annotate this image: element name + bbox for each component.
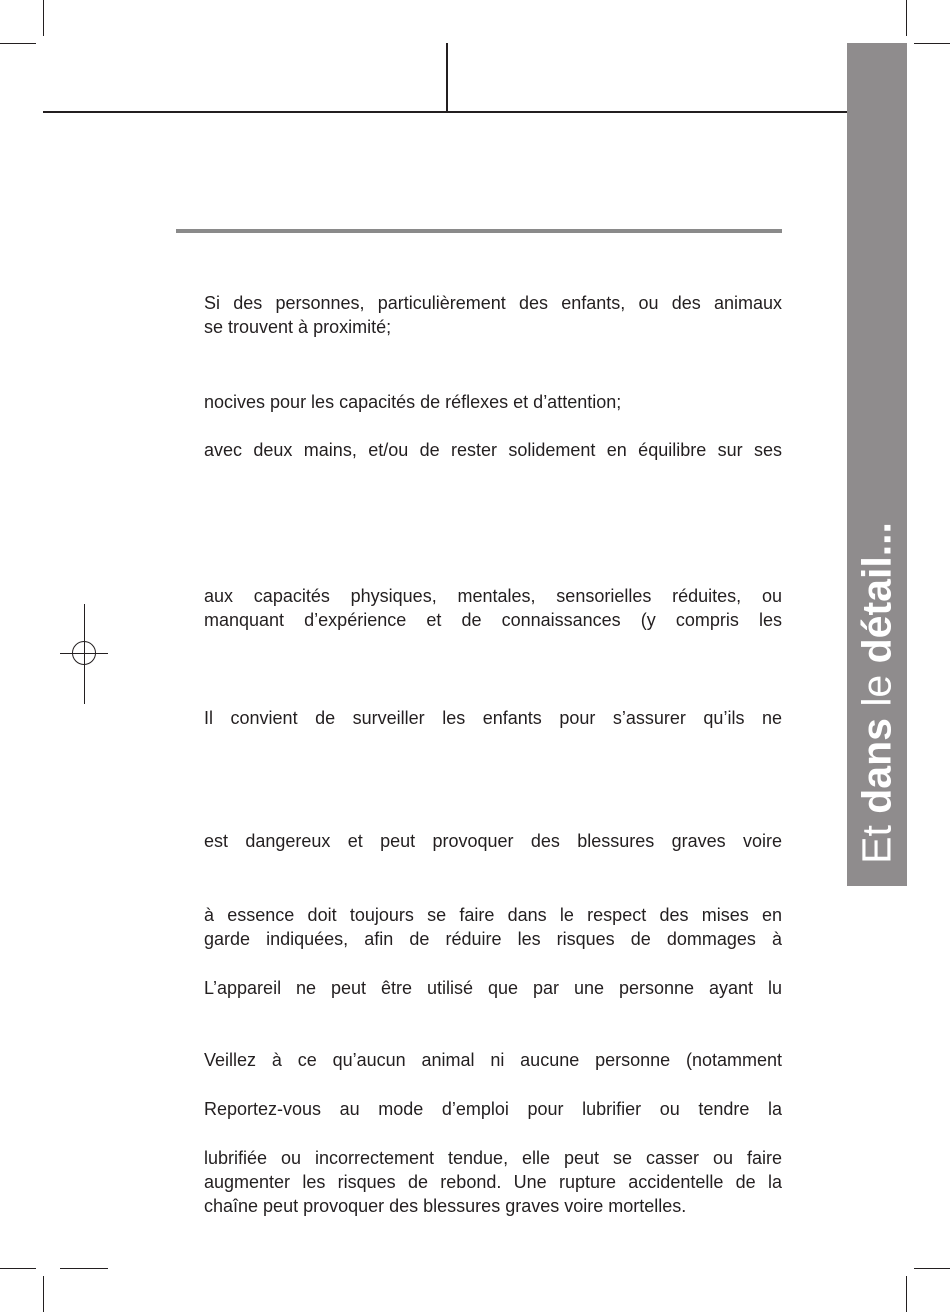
section-rule <box>176 229 782 233</box>
paragraph <box>204 584 782 632</box>
text-line: L’appareil ne peut être utilisé que par une personne ayant lu <box>204 978 782 998</box>
crop-mark <box>906 0 907 36</box>
crop-mark <box>906 1276 907 1312</box>
crop-mark <box>914 43 950 44</box>
side-tab-word: Et <box>853 813 900 864</box>
text-line: Il convient de surveiller les enfants pour s’assurer qu’ils ne <box>204 708 782 728</box>
paragraph <box>204 291 782 339</box>
paragraph <box>204 829 782 853</box>
paragraph <box>204 976 782 1000</box>
text-line: garde indiquées, afin de réduire les risques de dommages à <box>204 929 782 949</box>
side-tab <box>847 43 907 886</box>
crop-mark <box>0 1268 36 1269</box>
side-tab-word-bold: dans <box>853 718 900 814</box>
text-line: est dangereux et peut provoquer des blessures graves voire <box>204 831 782 851</box>
header-rule <box>43 111 847 113</box>
text-line: Veillez à ce qu’aucun animal ni aucune personne (notamment <box>204 1050 782 1070</box>
crop-mark <box>0 43 36 44</box>
registration-mark-circle <box>72 641 96 665</box>
text-line: manquant d’expérience et de connaissances (y compris les <box>204 610 782 630</box>
text-line: Si des personnes, particulièrement des enfants, ou des animaux <box>204 293 782 313</box>
paragraph <box>204 903 782 951</box>
crop-mark <box>43 0 44 36</box>
side-tab-word-bold: détail... <box>853 522 900 664</box>
text-line: augmenter les risques de rebond. Une rupture accidentelle de la <box>204 1172 782 1192</box>
text-line: aux capacités physiques, mentales, sensorielles réduites, ou <box>204 586 782 606</box>
text-line: lubrifiée ou incorrectement tendue, elle peut se casser ou faire <box>204 1148 782 1168</box>
paragraph <box>204 1097 782 1121</box>
text-line: à essence doit toujours se faire dans le respect des mises en <box>204 905 782 925</box>
crop-mark <box>43 1276 44 1312</box>
paragraph <box>204 438 782 462</box>
paragraph <box>204 1048 782 1072</box>
text-line: nocives pour les capacités de réflexes et d’attention; <box>204 392 622 412</box>
crop-mark <box>914 1268 950 1269</box>
text-line: avec deux mains, et/ou de rester solidement en équilibre sur ses <box>204 440 782 460</box>
text-line: se trouvent à proximité; <box>204 317 392 337</box>
crop-mark <box>60 1268 108 1269</box>
header-divider <box>446 43 448 112</box>
side-tab-title <box>853 522 900 864</box>
text-line: chaîne peut provoquer des blessures graves voire mortelles. <box>204 1196 687 1216</box>
side-tab-word: le <box>853 663 900 719</box>
text-line: Reportez-vous au mode d’emploi pour lubrifier ou tendre la <box>204 1099 782 1119</box>
paragraph <box>204 1146 782 1218</box>
paragraph <box>204 390 782 414</box>
paragraph <box>204 706 782 730</box>
